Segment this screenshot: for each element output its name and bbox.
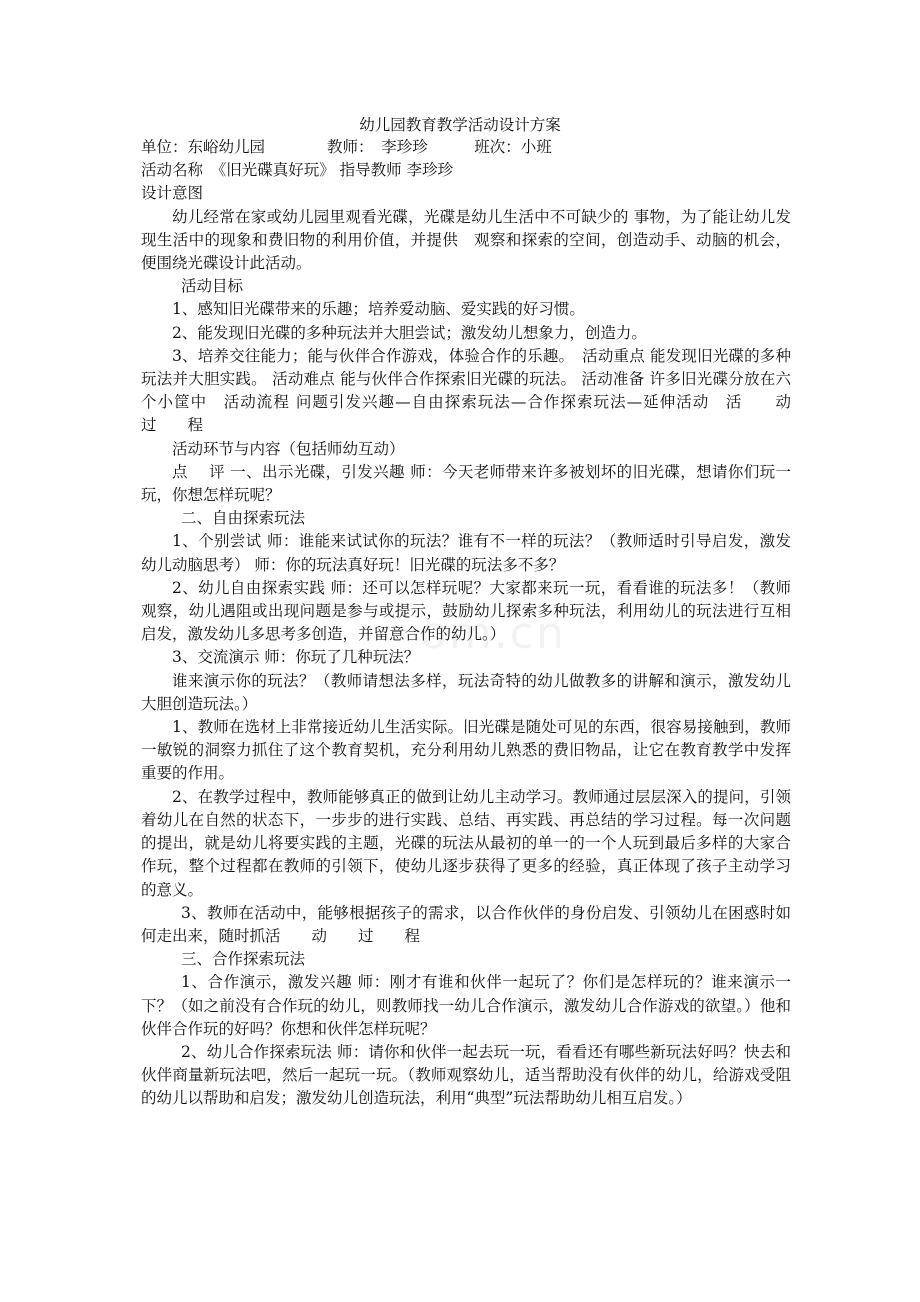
- section-2-step-1: 1、个别尝试 师：谁能来试试你的玩法？谁有不一样的玩法？（教师适时引导启发，激发幼儿动脑思考） 师：你的玩法真好玩！旧光碟的玩法多不多？: [141, 532, 791, 574]
- section-2-heading: 二、自由探索玩法: [181, 509, 306, 528]
- section-2-step-2: 2、幼儿自由探索实践 师：还可以怎样玩呢？大家都来玩一玩，看看谁的玩法多！（教师观察，幼儿遇阻或出现问题是参与或提示，鼓励幼儿探索多种玩法，利用幼儿的玩法进行互相启发，激发幼儿多思考多创造，并留意合作的幼儿。）: [141, 578, 791, 644]
- section-1-paragraph: 点 评 一、出示光碟，引发兴趣 师：今天老师带来许多被划坏的旧光碟，想请你们玩一玩，你想怎样玩呢？: [141, 462, 791, 505]
- unit-teacher-class-line: 单位：东峪幼儿园 教师： 李珍珍 班次：小班: [141, 138, 552, 156]
- goal-3-and-overview: 3、培养交往能力；能与伙伴合作游戏，体验合作的乐趣。 活动重点 能发现旧光碟的多种玩法并大胆实践。 活动难点 能与伙伴合作探索旧光碟的玩法。 活动准备 许多旧光碟分放在六个小筐中 活动流程 问题引发兴趣—自由探索玩法—合作探索玩法—延伸活动 活 动 过 程: [141, 346, 823, 435]
- goal-1: 1、感知旧光碟带来的乐趣；培养爱动脑、爱实践的好习惯。: [172, 300, 585, 319]
- activity-name-line: 活动名称 《旧光碟真好玩》 指导教师 李珍珍: [141, 161, 454, 180]
- section-3-step-1: 1、合作演示，激发兴趣 师：刚才有谁和伙伴一起玩了？你们是怎样玩的？谁来演示一下？（如之前没有合作玩的幼儿，则教师找一幼儿合作演示，激发幼儿合作游戏的欲望。）他和伙伴合作玩的好吗？你想和伙伴怎样玩呢？: [141, 973, 791, 1038]
- activity-goals-heading: 活动目标: [181, 277, 244, 296]
- section-2-step-3-detail: 谁来演示你的玩法？（教师请想法多样，玩法奇特的幼儿做教多的讲解和演示，激发幼儿大胆创造玩法。）: [141, 671, 791, 713]
- design-intent-heading: 设计意图: [141, 184, 204, 203]
- section-3-heading: 三、合作探索玩法: [181, 950, 306, 969]
- section-2-step-3: 3、交流演示 师：你玩了几种玩法？: [172, 648, 420, 667]
- design-intent-paragraph: 幼儿经常在家或幼儿园里观看光碟，光碟是幼儿生活中不可缺少的 事物，为了能让幼儿发现生活中的现象和费旧物的利用价值，并提供 观察和探索的空间，创造动手、动脑的机会，便围绕光碟设计此活动。: [141, 207, 791, 273]
- activity-sections-heading: 活动环节与内容（包括师幼互动）: [172, 439, 405, 458]
- document-body: [141, 136, 823, 1111]
- section-3-step-2: 2、幼儿合作探索玩法 师：请你和伙伴一起去玩一玩，看看还有哪些新玩法好吗？快去和伙伴商量新玩法吧，然后一起玩一玩。（教师观察幼儿，适当帮助没有伙伴的幼儿，给游戏受阻的幼儿以帮助和启发；激发幼儿创造玩法，利用“典型”玩法帮助幼儿相互启发。）: [141, 1042, 791, 1108]
- goal-2: 2、能发现旧光碟的多种玩法并大胆尝试；激发幼儿想象力，创造力。: [172, 323, 647, 342]
- comment-2: 2、在教学过程中，教师能够真正的做到让幼儿主动学习。教师通过层层深入的提问，引领着幼儿在自然的状态下，一步步的进行实践、总结、再实践、再总结的学习过程。每一次问题的提出，就是幼儿将要实践的主题，光碟的玩法从最初的单一的一个人玩到最后多样的大家合作玩，整个过程都在教师的引领下，使幼儿逐步获得了更多的经验，真正体现了孩子主动学习的意义。: [141, 787, 791, 899]
- comment-1: 1、教师在选材上非常接近幼儿生活实际。旧光碟是随处可见的东西，很容易接触到，教师一敏锐的洞察力抓住了这个教育契机，充分利用幼儿熟悉的费旧物品，让它在教育教学中发挥重要的作用。: [141, 718, 791, 783]
- watermark: om.cn: [420, 608, 566, 659]
- comment-3: 3、教师在活动中，能够根据孩子的需求，以合作伙伴的身份启发、引领幼儿在困惑时如何走出来，随时抓活 动 过 程: [141, 903, 791, 945]
- document-title: 幼儿园教育教学活动设计方案: [359, 116, 561, 134]
